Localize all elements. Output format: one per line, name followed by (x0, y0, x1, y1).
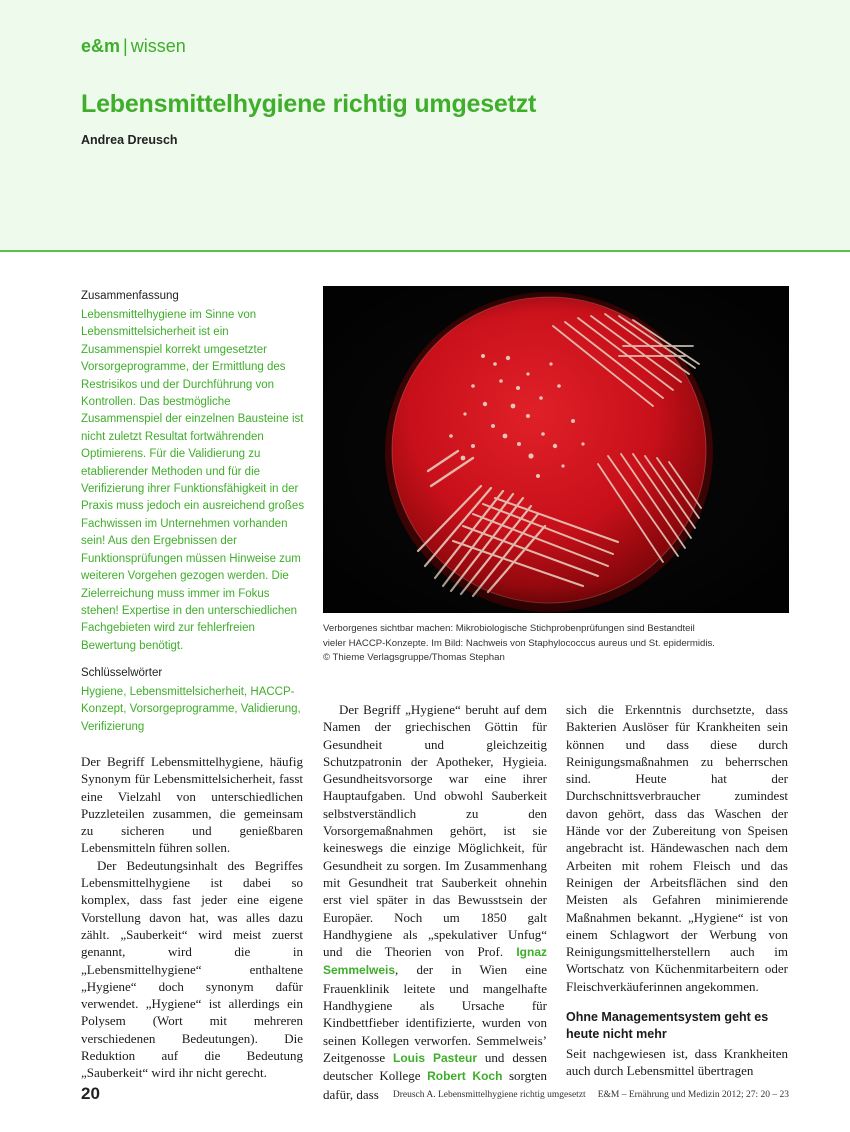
person-name-koch[interactable]: Robert Koch (427, 1069, 503, 1084)
abstract-text: Lebensmittelhygiene im Sinne von Lebensmittelsicherheit ist ein Zusammenspiel korrekt umgesetzter Vorsorgeprogramme, der Ermittlung des Restrisikos und der Durchführung von Kontrollen. Das bestmögliche Zusammenspiel der einzelnen Bausteine ist nicht zuletzt Resultat fortwährenden Optimierens. Für die Validierung zu etablierender Methoden und für die Verifizierung ihrer Funktionsfähigkeit in der Praxis muss jedoch ein ausreichend großes Fachwissen im Unternehmen vorhanden sein! Aus den Ergebnissen der Funktionsprüfungen müssen Hinweise zum weiteren Vorgehen gezogen werden. Die Zielerreichung muss immer im Fokus stehen! Expertise in den unterschiedlichen Fachgebieten wird zur fehlerfreien Bewertung benötigt. (81, 309, 305, 652)
caption-line: vieler HACCP-Konzepte. Im Bild: Nachweis von Staphylococcus aureus und St. epidermidis. (323, 637, 715, 649)
body-paragraph: sich die Erkenntnis durchsetzte, dass Bakterien Auslöser für Krankheiten sein können und dass diese durch Reinigungsmaßnahmen zu beherrschen sind. Heute hat der Durchschnittsverbraucher zumindest davon gehört, dass das Waschen der Hände vor der Zubereitung von Speisen angebracht ist. Händewaschen nach dem Arbeiten mit rohem Fleisch und das Reinigen der Arbeitsflächen sind den Meisten als Gefahren minimierende Maßnahmen bekannt. „Hygiene“ ist von einem Schlagwort der Werbung von Reinigungsmittelherstellern auch im Wortschatz von Küchenmitarbeitern oder Fleischverkäuferinnen angekommen. (566, 702, 788, 994)
header-band (0, 0, 850, 252)
figure-caption (323, 622, 789, 666)
petri-dish-image (323, 286, 789, 613)
body-paragraph (323, 701, 547, 1103)
citation-text: Dreusch A. Lebensmittelhygiene richtig umgesetzt (392, 1090, 586, 1100)
body-paragraph: Seit nachgewiesen ist, dass Krankheiten auch durch Lebensmittel übertragen (566, 1046, 788, 1079)
caption-line: Verborgenes sichtbar machen: Mikrobiologische Stichprobenprüfungen sind Bestandteil (323, 623, 695, 634)
person-name-pasteur[interactable]: Louis Pasteur (393, 1050, 478, 1065)
keywords-heading: Schlüsselwörter (81, 667, 163, 679)
petri-dish-photo (323, 286, 789, 613)
journal-section: wissen (130, 36, 186, 56)
text-segment: und dessen deutscher Kollege (323, 1049, 547, 1084)
journal-brand: e&m (81, 36, 121, 56)
journal-label (81, 36, 186, 57)
journal-reference: E&M – Ernährung und Medizin 2012; 27: 20 – 23 (597, 1090, 789, 1100)
text-segment: , der in Wien eine Frauenklinik leitete und mangelhafte Handhygiene als Ursache für Kindbettfieber identifizierte, wurden von seinen Kollegen verworfen. Semmelweis’ Zeitgenosse (323, 962, 547, 1065)
abstract-heading: Zusammenfassung (81, 290, 179, 302)
body-column-2 (323, 701, 547, 1103)
footer-citation (393, 1090, 789, 1100)
journal-separator: | (123, 36, 128, 56)
article-title: Lebensmittelhygiene richtig umgesetzt (81, 90, 537, 118)
body-column-3 (566, 701, 788, 1080)
article-author: Andrea Dreusch (81, 133, 178, 147)
body-paragraph: Der Bedeutungsinhalt des Begriffes Lebensmittelhygiene ist dabei so komplex, dass fast jeder eine eigene Vorstellung davon hat, was alles dazu zählt. „Sauberkeit“ wird meist zuerst genannt, wird die in „Lebensmittelhygiene“ enthaltene „Hygiene“ doch synonym dafür verwendet. „Hygiene“ ist allerdings ein Polysem (Wort mit mehreren verschiedenen Bedeutungen). Die Reduktion auf die Bedeutung „Sauberkeit“ wird ihr nicht gerecht. (81, 857, 303, 1081)
person-name-semmelweis[interactable]: Ignaz Semmelweis (323, 945, 548, 978)
keywords-text: Hygiene, Lebensmittelsicherheit, HACCP-Konzept, Vorsorgeprogramme, Validierung, Verifizierung (81, 686, 301, 733)
page-number: 20 (81, 1084, 100, 1103)
body-column-1 (81, 753, 303, 1082)
text-segment: sorgten dafür, dass (323, 1068, 548, 1102)
caption-line: © Thieme Verlagsgruppe/Thomas Stephan (323, 652, 505, 663)
section-heading: Ohne Managementsystem geht es heute nicht mehr (566, 1010, 769, 1041)
text-segment: Der Begriff „Hygiene“ beruht auf dem Namen der griechischen Göttin für Gesundheit und gleichzeitig Schutzpatronin der Apotheker, Hygieia. Gesundheitsvorsorge war eine ihrer Hauptaufgaben. Und obwohl Sauberkeit selbstverständlich zu den Vorsorgemaßnahmen gehört, ist sie keineswegs die einzige Möglichkeit, für Gesundheit zu sorgen. Im Zusammenhang mit Gesundheit trat Sauberkeit ohnehin erst viel später in das Bewusstsein der Europäer. Noch um 1850 galt Handhygiene als „spekulativer Unfug“ und die Theorien von Prof. (323, 702, 547, 960)
body-paragraph: Der Begriff Lebensmittelhygiene, häufig Synonym für Lebensmittelsicherheit, fasst eine Vielzahl von unterschiedlichen Puzzleteilen zusammen, die gemeinsam zu sicheren und genießbaren Lebensmitteln führen sollen. (81, 754, 303, 856)
